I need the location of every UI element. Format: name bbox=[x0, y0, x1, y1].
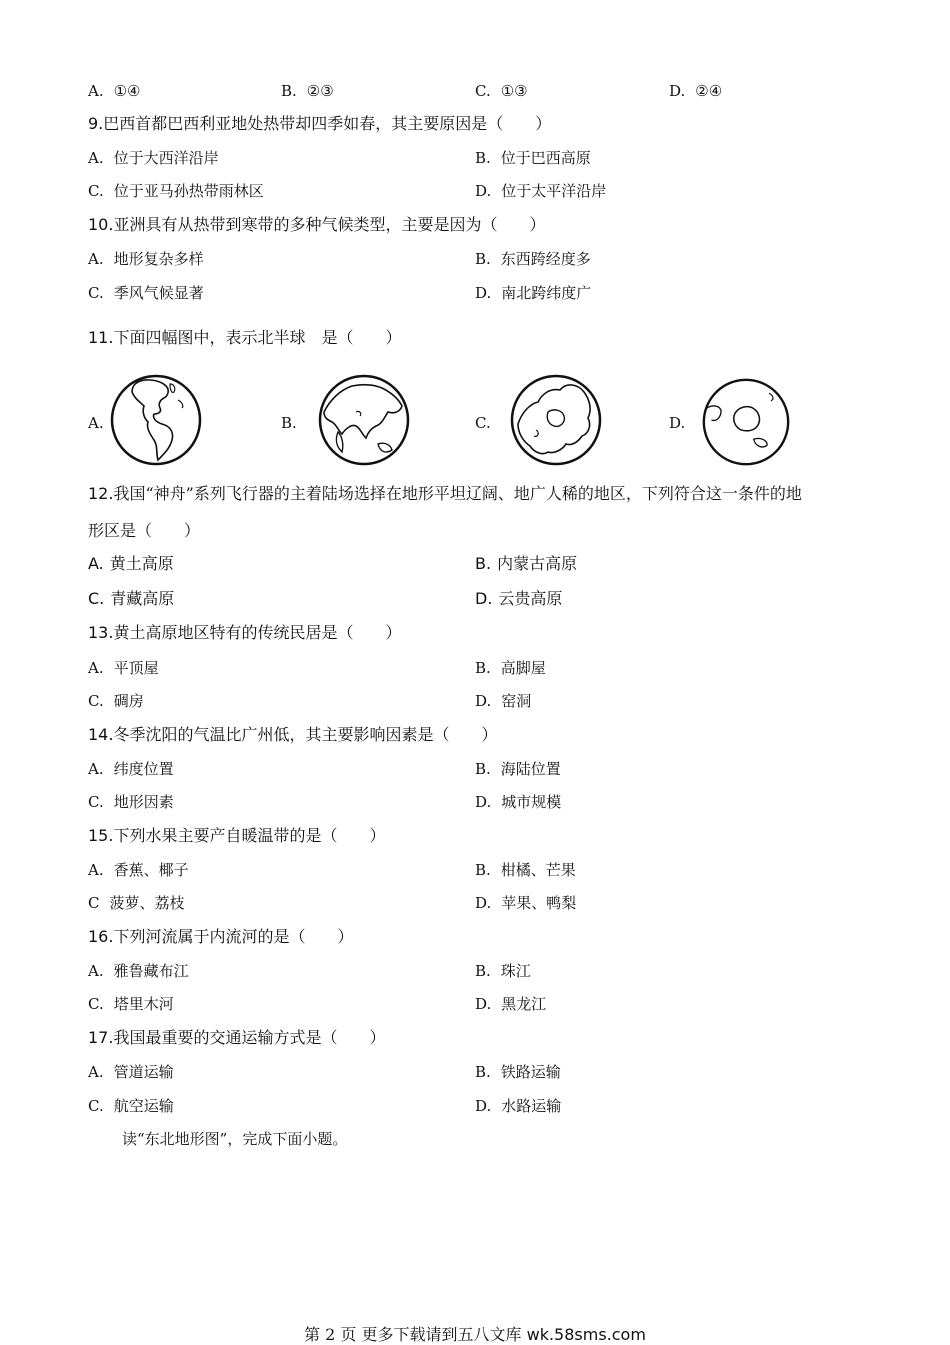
q8-option-c: C. ①③ bbox=[475, 82, 528, 100]
q17-option-a: A. 管道运输 bbox=[88, 1063, 174, 1081]
q10-option-a: A. 地形复杂多样 bbox=[88, 250, 204, 268]
q16-option-d: D. 黑龙江 bbox=[475, 995, 547, 1013]
q9-option-a: A. 位于大西洋沿岸 bbox=[88, 149, 219, 167]
globe-asia-icon bbox=[316, 372, 412, 468]
q16-option-b: B. 珠江 bbox=[475, 962, 531, 980]
q8-option-b: B. ②③ bbox=[281, 82, 334, 100]
q17-option-d: D. 水路运输 bbox=[475, 1097, 562, 1115]
question-14: 14.冬季沈阳的气温比广州低，其主要影响因素是（ ） bbox=[88, 725, 498, 744]
q8-option-d: D. ②④ bbox=[669, 82, 723, 100]
globe-south-pole-icon bbox=[700, 376, 792, 468]
question-13: 13.黄土高原地区特有的传统民居是（ ） bbox=[88, 623, 402, 642]
question-10: 10.亚洲具有从热带到寒带的多种气候类型，主要是因为（ ） bbox=[88, 215, 546, 234]
page-number: 第 2 页 bbox=[304, 1325, 357, 1344]
q13-option-d: D. 窑洞 bbox=[475, 692, 532, 710]
question-17: 17.我国最重要的交通运输方式是（ ） bbox=[88, 1028, 386, 1047]
q10-option-b: B. 东西跨经度多 bbox=[475, 250, 591, 268]
q11-option-d-label: D. bbox=[669, 414, 686, 432]
question-12-line2: 形区是（ ） bbox=[88, 521, 201, 540]
q9-option-c: C. 位于亚马孙热带雨林区 bbox=[88, 182, 264, 200]
question-12: 12.我国“神舟”系列飞行器的主着陆场选择在地形平坦辽阔、地广人稀的地区，下列符合这一条件的地 bbox=[88, 484, 802, 503]
reading-instruction: 读“东北地形图”，完成下面小题。 bbox=[122, 1130, 348, 1148]
q14-option-b: B. 海陆位置 bbox=[475, 760, 561, 778]
q14-option-c: C. 地形因素 bbox=[88, 793, 174, 811]
globe-north-pole-icon bbox=[508, 372, 604, 468]
q9-option-d: D. 位于太平洋沿岸 bbox=[475, 182, 607, 200]
q12-option-b: B. 内蒙古高原 bbox=[475, 554, 578, 573]
q11-option-b-label: B. bbox=[281, 414, 297, 432]
question-15: 15.下列水果主要产自暖温带的是（ ） bbox=[88, 826, 386, 845]
q10-option-d: D. 南北跨纬度广 bbox=[475, 284, 592, 302]
q10-option-c: C. 季风气候显著 bbox=[88, 284, 204, 302]
q12-option-d: D. 云贵高原 bbox=[475, 589, 563, 608]
q15-option-c: C 菠萝、荔枝 bbox=[88, 894, 185, 912]
q8-option-a: A. ①④ bbox=[88, 82, 141, 100]
q12-option-a: A. 黄土高原 bbox=[88, 554, 174, 573]
q15-option-a: A. 香蕉、椰子 bbox=[88, 861, 189, 879]
question-11: 11.下面四幅图中，表示北半球 是（ ） bbox=[88, 328, 402, 347]
q12-option-c: C. 青藏高原 bbox=[88, 589, 175, 608]
q13-option-a: A. 平顶屋 bbox=[88, 659, 159, 677]
q16-option-c: C. 塔里木河 bbox=[88, 995, 174, 1013]
q11-option-a-label: A. bbox=[88, 414, 104, 432]
globe-americas-icon bbox=[108, 372, 204, 468]
question-16: 16.下列河流属于内流河的是（ ） bbox=[88, 927, 354, 946]
q13-option-c: C. 碉房 bbox=[88, 692, 144, 710]
page-footer bbox=[0, 1322, 950, 1345]
footer-text: 更多下载请到五八文库 bbox=[356, 1325, 527, 1344]
q14-option-a: A. 纬度位置 bbox=[88, 760, 174, 778]
footer-site-link[interactable]: wk.58sms.com bbox=[526, 1325, 646, 1344]
q16-option-a: A. 雅鲁藏布江 bbox=[88, 962, 189, 980]
q9-option-b: B. 位于巴西高原 bbox=[475, 149, 591, 167]
q17-option-b: B. 铁路运输 bbox=[475, 1063, 561, 1081]
q17-option-c: C. 航空运输 bbox=[88, 1097, 174, 1115]
q15-option-b: B. 柑橘、芒果 bbox=[475, 861, 576, 879]
q14-option-d: D. 城市规模 bbox=[475, 793, 562, 811]
question-9: 9.巴西首都巴西利亚地处热带却四季如春，其主要原因是（ ） bbox=[88, 114, 552, 133]
q15-option-d: D. 苹果、鸭梨 bbox=[475, 894, 577, 912]
q11-option-c-label: C. bbox=[475, 414, 491, 432]
q13-option-b: B. 高脚屋 bbox=[475, 659, 546, 677]
